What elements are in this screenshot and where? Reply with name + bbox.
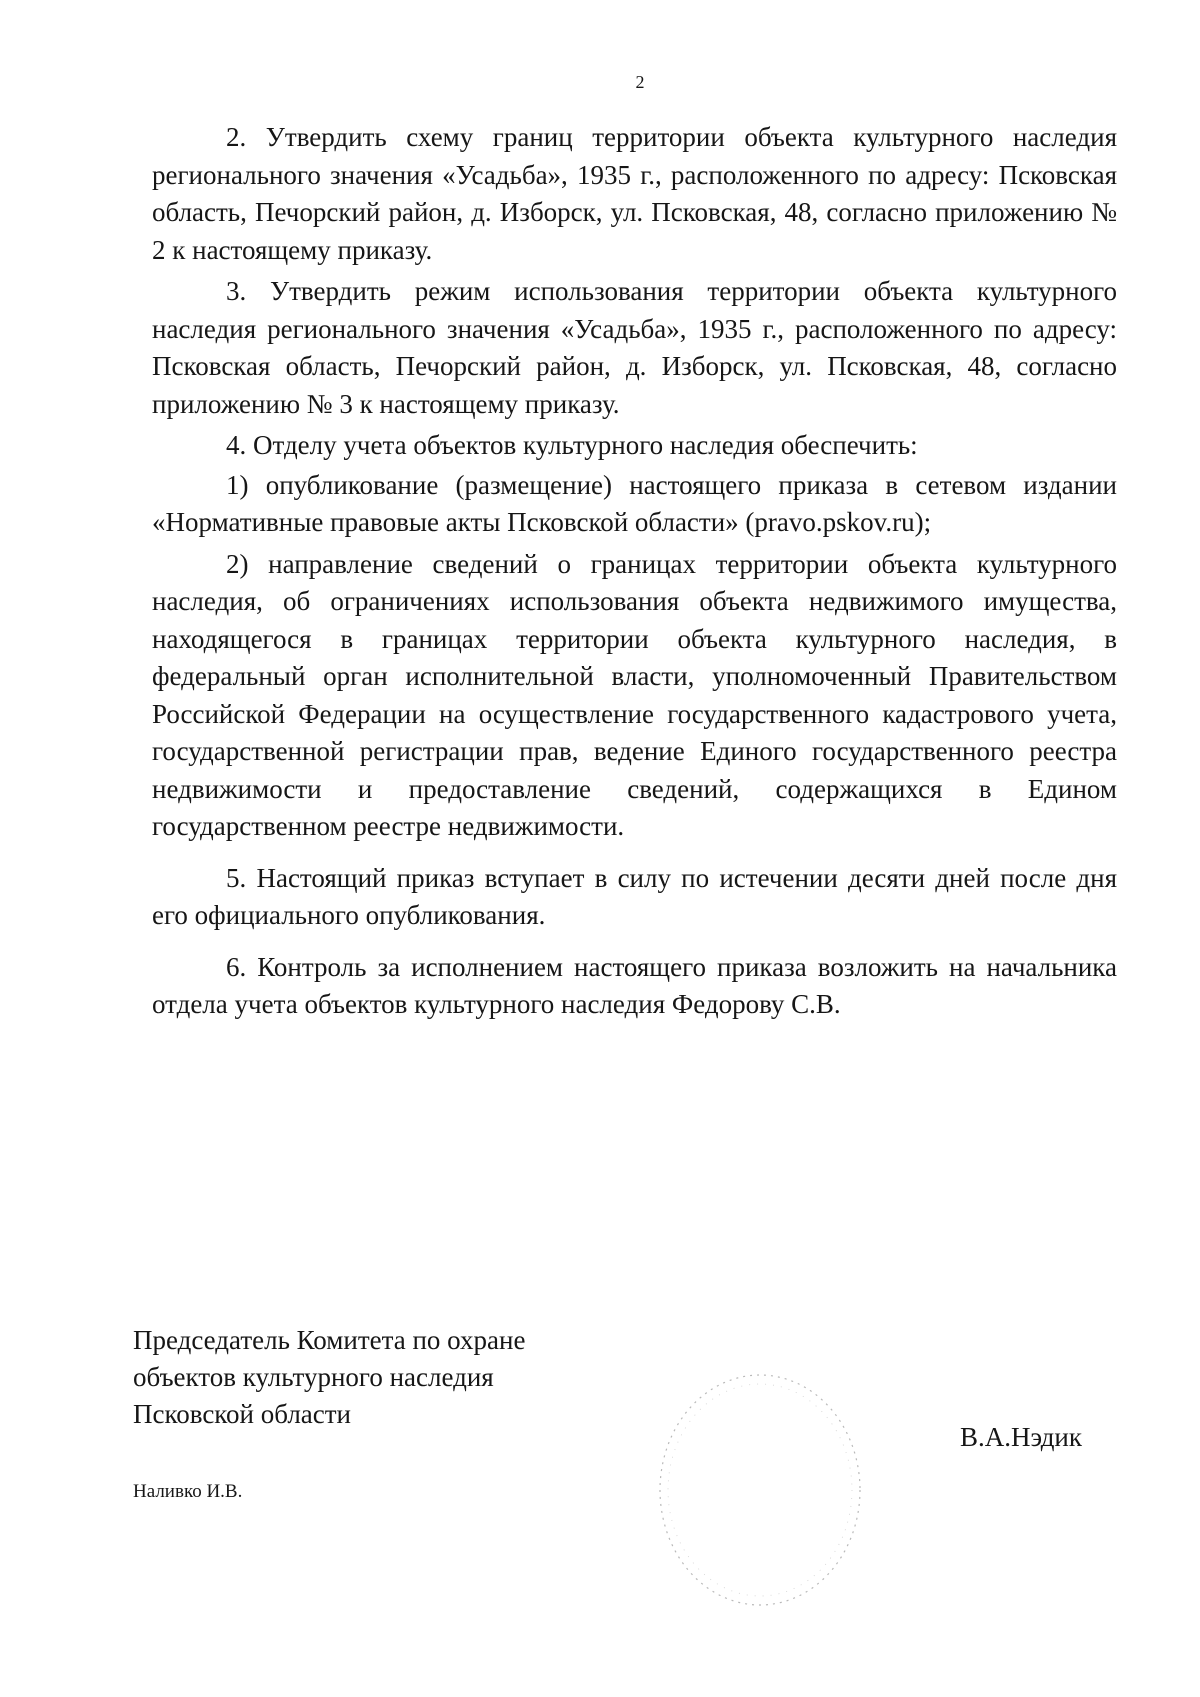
paragraph-2: 2. Утвердить схему границ территории объекта культурного наследия регионального значения «Усадьба», 1935 г., расположенного по адресу: Псковская область, Печорский район, д. Изборск, ул. Псковская, 48, согласно приложению № 2 к настоящему приказу. [152,122,1117,265]
paragraph-3: 3. Утвердить режим использования территории объекта культурного наследия регионального значения «Усадьба», 1935 г., расположенного по адресу: Псковская область, Печорский район, д. Изборск, ул. Псковская, 48, согласно приложению № 3 к настоящему приказу. [152,276,1117,419]
executor-name: Наливко И.В. [133,1481,243,1502]
paragraph-4-item-1: 1) опубликование (размещение) настоящего приказа в сетевом издании «Нормативные правовые акты Псковской области» (pravo.pskov.ru); [152,469,1117,537]
stamp-outline [640,1360,880,1620]
signer-name: В.А.Нэдик [960,1422,1083,1452]
document-body [152,119,1117,1028]
signature-title-line: объектов культурного наследия [133,1362,494,1392]
signature-title [133,1322,525,1433]
paragraph-5: 5. Настоящий приказ вступает в силу по истечении десяти дней после дня его официального опубликования. [152,862,1117,930]
paragraph-4-item-2: 2) направление сведений о границах территории объекта культурного наследия, об ограничениях использования объекта недвижимого имущества, находящегося в границах территории объекта культурного наследия, в федеральный орган исполнительной власти, уполномоченный Правительством Российской Федерации на осуществление государственного кадастрового учета, государственной регистрации прав, ведение Единого государственного реестра недвижимости и предоставление сведений, содержащихся в Едином государственном реестре недвижимости. [152,548,1117,841]
page-number: 2 [635,72,645,92]
signature-title-line: Псковской области [133,1399,352,1429]
paragraph-4: 4. Отделу учета объектов культурного наследия обеспечить: [226,430,918,460]
paragraph-6: 6. Контроль за исполнением настоящего приказа возложить на начальника отдела учета объектов культурного наследия Федорову С.В. [152,951,1117,1019]
signature-title-line: Председатель Комитета по охране [133,1325,526,1355]
